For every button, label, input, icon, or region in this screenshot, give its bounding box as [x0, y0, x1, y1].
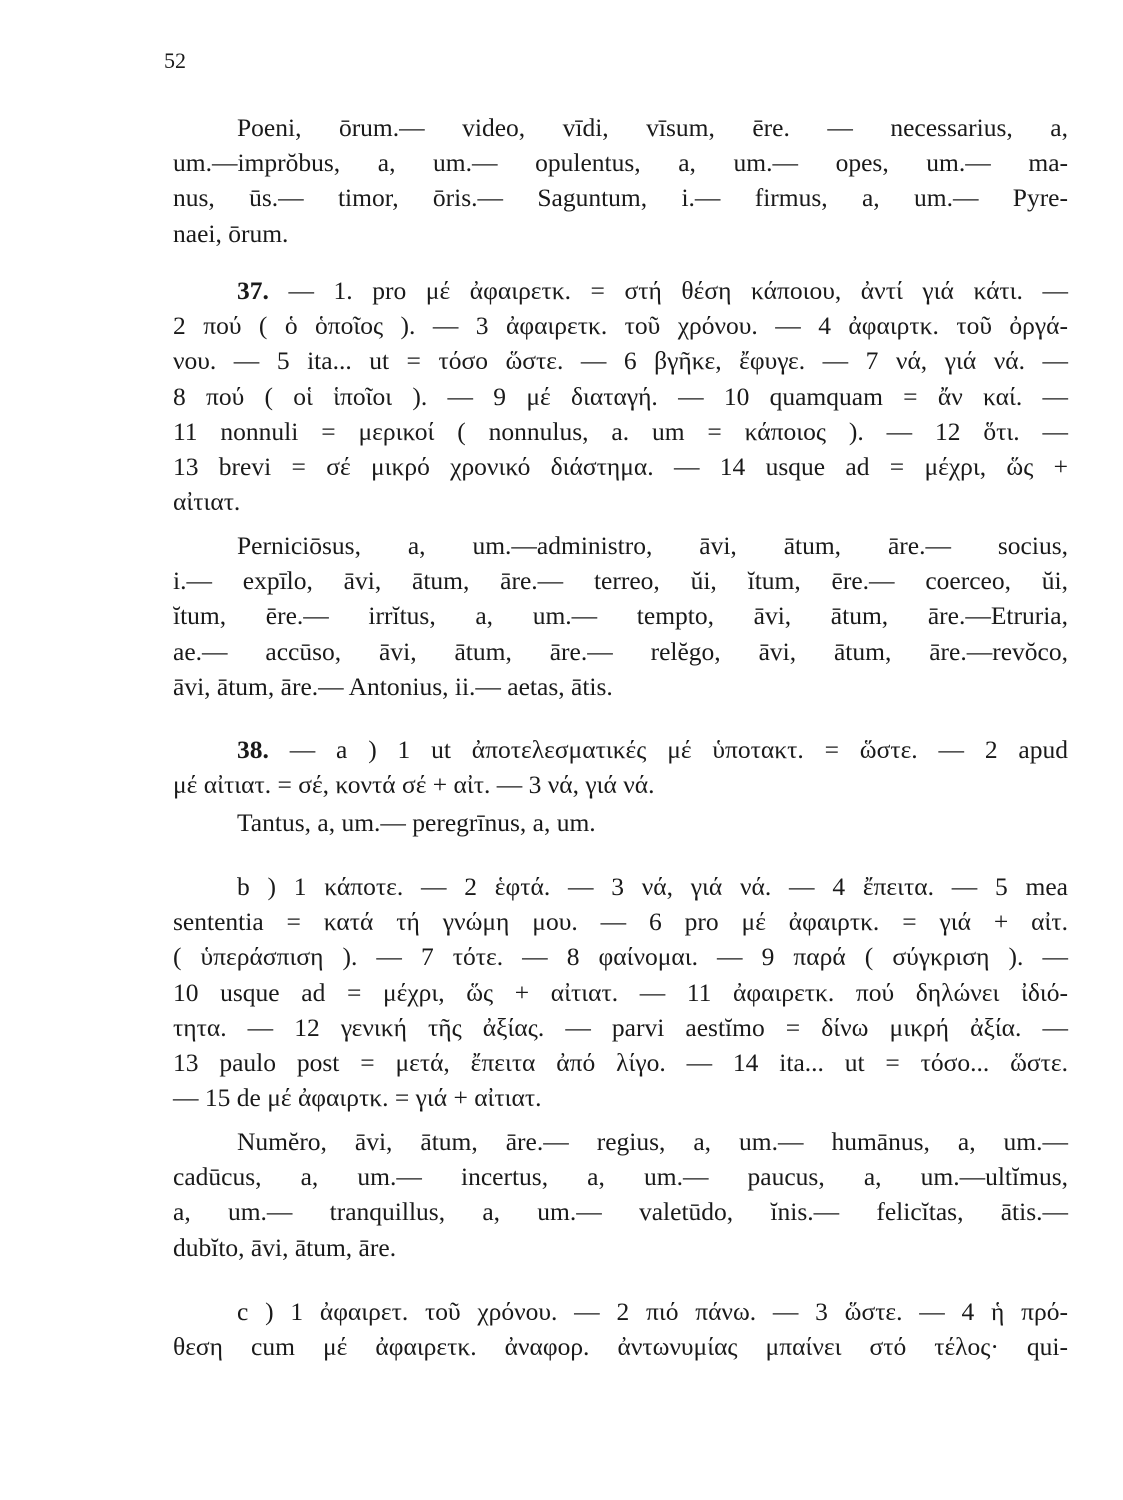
- text-line: b ) 1 κάποτε. — 2 ἑφτά. — 3 νά, γιά νά. — 4 ἔπειτα. — 5 mea: [237, 872, 1068, 901]
- text-line: νου. — 5 ita... ut = τόσο ὥστε. — 6 βγῆκε, ἔφυγε. — 7 νά, γιά νά. —: [173, 346, 1068, 376]
- text-line: dubĭto, āvi, ātum, āre.: [173, 1232, 397, 1262]
- text-line: Poeni, ōrum.— video, vīdi, vīsum, ēre. — necessarius, a,: [237, 113, 1068, 142]
- text-line: āvi, ātum, āre.— Antonius, ii.— aetas, ātis.: [173, 671, 613, 701]
- text-line: τητα. — 12 γενική τῆς ἀξίας. — parvi aestĭmo = δίνω μικρή ἀξία. —: [173, 1012, 1068, 1042]
- text-line: μέ αἰτιατ. = σέ, κοντά σέ + αἰτ. — 3 νά, γιά νά.: [173, 770, 655, 800]
- text-line: um.—imprŏbus, a, um.— opulentus, a, um.— opes, um.— ma-: [173, 148, 1068, 178]
- text-line: θεση cum μέ ἀφαιρετκ. ἀναφορ. ἀντωνυμίας μπαίνει στό τέλος· qui-: [173, 1332, 1068, 1362]
- text-line: i.— expīlo, āvi, ātum, āre.— terreo, ŭi, ĭtum, ēre.— coerceo, ŭi,: [173, 566, 1068, 596]
- text-line: ( ὑπεράσπιση ). — 7 τότε. — 8 φαίνομαι. — 9 παρά ( σύγκριση ). —: [173, 942, 1068, 972]
- page-number: 52: [164, 48, 186, 73]
- text-line: nus, ūs.— timor, ōris.— Saguntum, i.— firmus, a, um.— Pyre-: [173, 183, 1068, 213]
- text-line: a, um.— tranquillus, a, um.— valetūdo, ĭnis.— felicĭtas, ātis.—: [173, 1197, 1068, 1227]
- text-line: 13 paulo post = μετά, ἔπειτα ἀπό λίγο. — 14 ita... ut = τόσο... ὥστε.: [173, 1048, 1068, 1078]
- text-line: 8 πού ( οἱ ἱποῖοι ). — 9 μέ διαταγή. — 10 quamquam = ἄν καί. —: [173, 381, 1068, 411]
- text-line: 11 nonnuli = μερικοί ( nonnulus, a. um = κάποιος ). — 12 ὅτι. —: [173, 416, 1068, 446]
- vocabulary-paragraph: [173, 1124, 1068, 1265]
- vocabulary-paragraph: [173, 805, 1068, 840]
- text-line: 38. — a ) 1 ut ἀποτελεσματικές μέ ὑποτακτ. = ὥστε. — 2 apud: [237, 735, 1068, 764]
- text-line: ae.— accūso, āvi, ātum, āre.— relĕgo, āvi, ātum, āre.—revŏco,: [173, 636, 1068, 666]
- text-line: Numĕro, āvi, ātum, āre.— regius, a, um.— humānus, a, um.—: [237, 1127, 1068, 1156]
- text-line: 10 usque ad = μέχρι, ὥς + αἰτιατ. — 11 ἀφαιρετκ. πού δηλώνει ἰδιό-: [173, 977, 1068, 1007]
- vocabulary-paragraph: [173, 110, 1068, 251]
- text-line: 37. — 1. pro μέ ἀφαιρετκ. = στή θέση κάποιου, ἀντί γιά κάτι. —: [237, 276, 1068, 305]
- text-line: c ) 1 ἀφαιρετ. τοῦ χρόνου. — 2 πιό πάνω. — 3 ὥστε. — 4 ἡ πρό-: [237, 1297, 1068, 1326]
- exercise-38c-notes: [173, 1294, 1068, 1364]
- exercise-37-notes: [173, 273, 1068, 519]
- text-line: cadūcus, a, um.— incertus, a, um.— paucus, a, um.—ultĭmus,: [173, 1162, 1068, 1192]
- exercise-number: 38.: [237, 735, 269, 764]
- text-line: sententia = κατά τή γνώμη μου. — 6 pro μέ ἀφαιρτκ. = γιά + αἰτ.: [173, 907, 1068, 937]
- text-line: naei, ōrum.: [173, 218, 289, 248]
- text-line: — 15 de μέ ἀφαιρτκ. = γιά + αἰτιατ.: [173, 1083, 542, 1113]
- text-line: αἰτιατ.: [173, 487, 241, 517]
- text-line: 2 πού ( ὁ ὁποῖος ). — 3 ἀφαιρετκ. τοῦ χρόνου. — 4 ἀφαιρτκ. τοῦ ὀργά-: [173, 311, 1068, 341]
- text-line: Perniciōsus, a, um.—administro, āvi, ātum, āre.— socius,: [237, 531, 1068, 560]
- exercise-38b-notes: [173, 869, 1068, 1115]
- text-line: ĭtum, ēre.— irrĭtus, a, um.— tempto, āvi, ātum, āre.—Etruria,: [173, 601, 1068, 631]
- vocabulary-paragraph: [173, 528, 1068, 704]
- text-line: 13 brevi = σέ μικρό χρονικό διάστημα. — 14 usque ad = μέχρι, ὥς +: [173, 452, 1068, 482]
- exercise-38a-notes: [173, 732, 1068, 802]
- exercise-number: 37.: [237, 276, 269, 305]
- text-line: Tantus, a, um.— peregrīnus, a, um.: [237, 808, 596, 837]
